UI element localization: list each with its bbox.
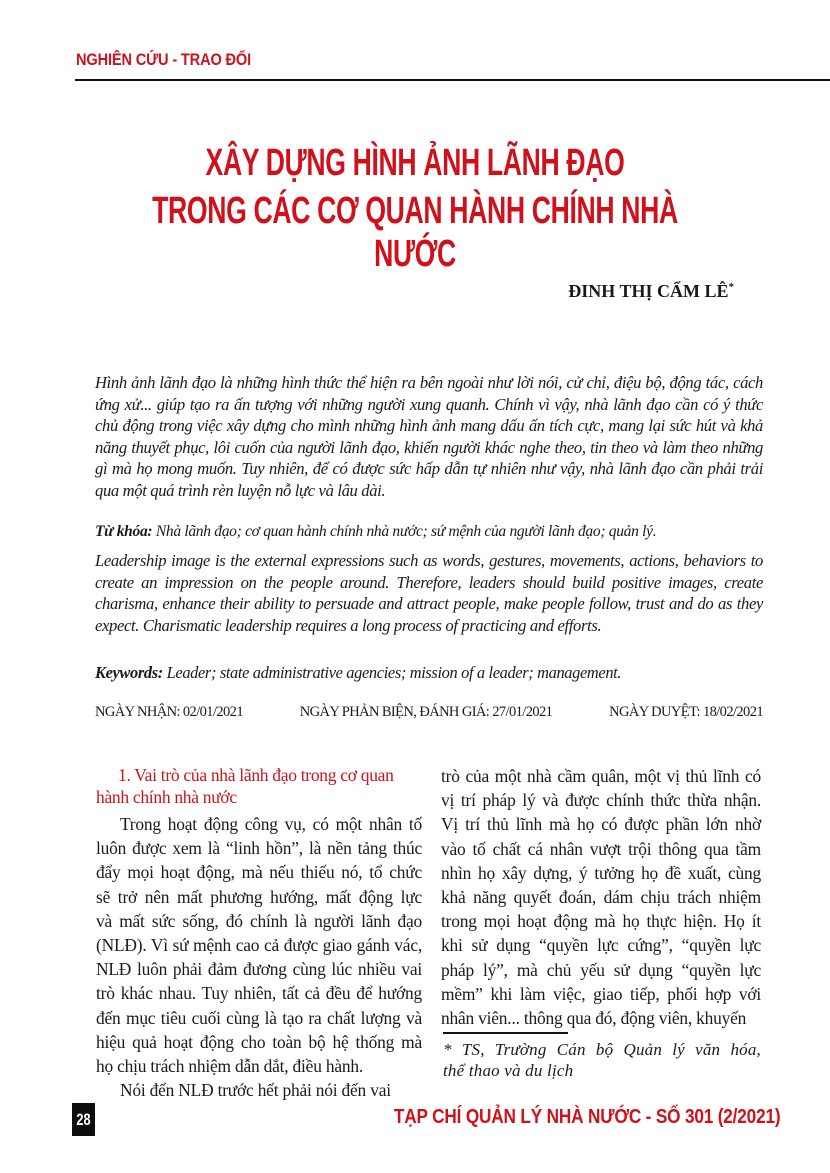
body-text-line: luôn được xem là “linh hồn”, là nền tảng thúc bbox=[96, 838, 422, 859]
body-text-line: mềm” khi làm việc, giao tiếp, phối hợp với bbox=[441, 983, 761, 1004]
keywords-text: Nhà lãnh đạo; cơ quan hành chính nhà nước; sứ mệnh của người lãnh đạo; quản lý. bbox=[152, 523, 657, 540]
body-text-line: Trong hoạt động công vụ, có một nhân tố bbox=[120, 814, 422, 834]
body-text-line: họ chịu trách nhiệm dẫn dắt, điều hành. bbox=[96, 1056, 363, 1077]
keywords-en-label: Keywords: bbox=[95, 663, 163, 682]
abstract-vietnamese bbox=[95, 372, 763, 502]
section-heading-line: 1. Vai trò của nhà lãnh đạo trong cơ quan bbox=[118, 765, 394, 785]
body-text-line: Vị trí thủ lĩnh mà họ có được phần lớn nhờ bbox=[441, 814, 761, 835]
footnote-divider bbox=[443, 1032, 568, 1034]
body-text-line: NLĐ luôn phải đảm đương cùng lúc nhiều vai bbox=[96, 959, 422, 980]
body-text-line: trò của một nhà cầm quân, một vị thủ lĩnh có bbox=[441, 766, 761, 786]
keywords-en-text: Leader; state administrative agencies; mission of a leader; management. bbox=[162, 663, 622, 682]
body-text-line: trong mọi hoạt động mà họ thực hiện. Họ ít bbox=[441, 911, 761, 932]
journal-name: TẠP CHÍ QUẢN LÝ NHÀ NƯỚC - SỐ 301 (2/2021) bbox=[393, 1106, 780, 1128]
body-text-line: khi sử dụng “quyền lực cứng”, “quyền lực bbox=[441, 935, 761, 956]
section-heading bbox=[96, 764, 422, 808]
body-text-line: Nói đến NLĐ trước hết phải nói đến vai bbox=[120, 1080, 391, 1101]
keywords-english bbox=[95, 663, 621, 683]
footnote-line: * TS, Trường Cán bộ Quản lý văn hóa, bbox=[443, 1040, 761, 1059]
article-title-line-2: TRONG CÁC CƠ QUAN HÀNH CHÍNH NHÀ NƯỚC bbox=[152, 190, 678, 275]
body-text-line: nhìn họ xây dựng, ý tưởng họ đề xuất, cùng bbox=[441, 862, 761, 883]
abstract-english bbox=[95, 550, 763, 636]
body-text-line: pháp lý”, mà chủ yếu sử dụng “quyền lực bbox=[441, 959, 761, 980]
body-text-line: sẽ trở nên mất phương hướng, mất động lực bbox=[96, 886, 422, 907]
body-text-line: và mất sức sống, đó chính là người lãnh đạo bbox=[96, 910, 422, 931]
page-number bbox=[72, 1103, 95, 1136]
body-text-line: hiệu quả hoạt động cho toàn bộ hệ thống mà bbox=[96, 1031, 422, 1052]
body-text-line: vị trí pháp lý và được chính thức thừa nhận. bbox=[441, 790, 761, 811]
keywords-vietnamese bbox=[95, 523, 763, 541]
header-divider bbox=[75, 79, 830, 81]
section-heading-line: hành chính nhà nước bbox=[96, 787, 237, 807]
abstract-text: Hình ảnh lãnh đạo là những hình thức thể hiện ra bên ngoài như lời nói, cử chỉ, điệu bộ, động tác, cách ứng xử... giúp tạo ra ấn tượng với những người xung quanh. Chính vì vậy, nhà lãnh đạo cần có ý thức chủ động trong việc xây dựng cho mình những hình ảnh mang dấu ấn tích cực, mang lại sức hút và khả năng thuyết phục, lôi cuốn của người lãnh đạo, khiến người khác nghe theo, tin theo và làm theo những gì mà họ mong muốn. Tuy nhiên, để có được sức hấp dẫn tự nhiên như vậy, nhà lãnh đạo cần phải trải qua một quá trình rèn luyện nỗ lực và lâu dài. bbox=[95, 373, 763, 500]
article-dates bbox=[95, 704, 763, 721]
abstract-english-text: Leadership image is the external expressions such as words, gestures, movements, actions, behaviors to create an impression on the people around. Therefore, leaders should build positive images, create charisma, enhance their ability to persuade and attract people, make people follow, trust and do as they expect. Charismatic leadership requires a long process of practicing and efforts. bbox=[95, 551, 763, 635]
body-column-right bbox=[441, 764, 761, 1030]
body-text-line: đến mục tiêu cuối cùng là tạo ra chất lượng và bbox=[96, 1007, 422, 1028]
body-text-line: vào tố chất cá nhân vượt trội thông qua tầm bbox=[441, 838, 761, 859]
body-text-line: nhân viên... thông qua đó, động viên, khuyến bbox=[441, 1008, 747, 1029]
date-received: NGÀY NHẬN: 02/01/2021 bbox=[95, 704, 243, 720]
body-text-line: đẩy mọi hoạt động, mà nếu thiếu nó, tổ chức bbox=[96, 862, 422, 883]
body-text-line: (NLĐ). Vì sứ mệnh cao cả được giao gánh vác, bbox=[96, 935, 422, 956]
article-title-line-1: XÂY DỰNG HÌNH ẢNH LÃNH ĐẠO bbox=[205, 142, 625, 184]
section-label: NGHIÊN CỨU - TRAO ĐỔI bbox=[76, 50, 252, 69]
author bbox=[568, 281, 734, 302]
body-text-line: trò khác nhau. Tuy nhiên, tất cả đều để hướng bbox=[96, 983, 422, 1004]
body-column-left bbox=[96, 812, 422, 1102]
footnote bbox=[443, 1039, 761, 1081]
page-number-text: 28 bbox=[76, 1110, 91, 1129]
author-footnote-mark: * bbox=[728, 281, 734, 293]
author-name: ĐINH THỊ CẨM LÊ bbox=[568, 281, 729, 301]
date-reviewed: NGÀY PHẢN BIỆN, ĐÁNH GIÁ: 27/01/2021 bbox=[299, 704, 553, 720]
keywords-label: Từ khóa: bbox=[95, 523, 153, 540]
body-text-line: khả năng quyết đoán, dám chịu trách nhiệm bbox=[441, 887, 761, 908]
date-approved: NGÀY DUYỆT: 18/02/2021 bbox=[609, 704, 763, 720]
footnote-line: thể thao và du lịch bbox=[443, 1061, 574, 1080]
